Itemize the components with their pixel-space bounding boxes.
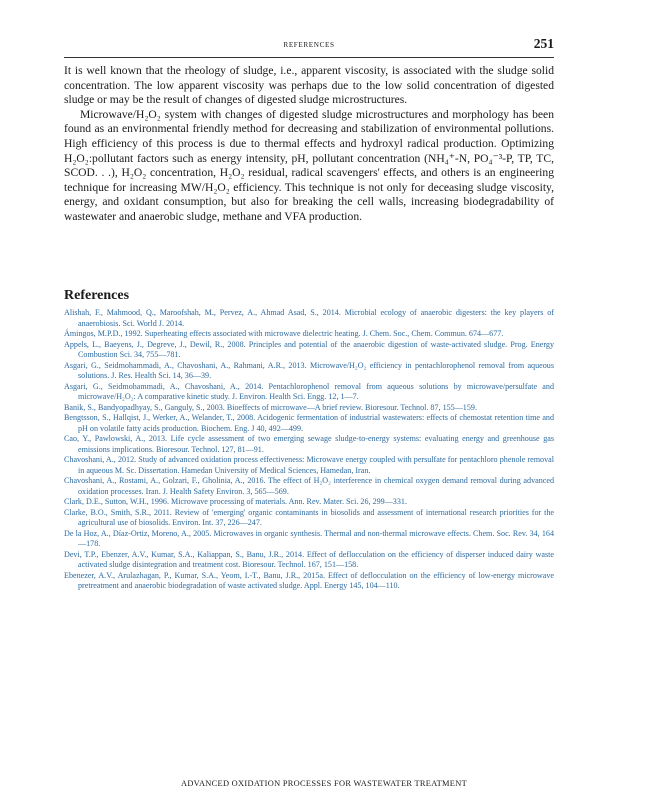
reference-item[interactable]: Appels, L., Baeyens, J., Degreve, J., Dewil, R., 2008. Principles and potential of the anaerobic digestion of waste-activated sludge. Prog. Energy Combustion Sci. 34, 755—781.	[64, 339, 554, 359]
reference-item[interactable]: Chavoshani, A., 2012. Study of advanced oxidation process effectiveness: Microwave energy coupled with persulfate for pentachloro phenole removal in aqueous M. Sc. Dissertation. Hamedan University of Medical Sciences, Hamedan, Iran.	[64, 455, 554, 475]
running-footer: ADVANCED OXIDATION PROCESSES FOR WASTEWATER TREATMENT	[180, 779, 467, 788]
reference-item[interactable]: Asgari, G., Seidmohammadi, A., Chavoshani, A., 2014. Pentachlorophenol removal from aqueous solutions by microwave/persulfate and microwave/H₂O₂: A comparative kinetic study. J. Environ. Health Sci. Engg. 12, 1—7.	[64, 381, 554, 401]
reference-item[interactable]: Ebenezer, A.V., Arulazhagan, P., Kumar, S.A., Yeom, I.-T., Banu, J.R., 2015a. Effect of deflocculation on the efficiency of low-energy microwave pretreatment and anaerobic biodegradation of waste activated sludge. Appl. Energy 145, 104—110.	[64, 570, 554, 590]
header-rule	[64, 57, 554, 58]
paragraph: Microwave/H₂O₂ system with changes of digested sludge microstructures and morphology has been found as an environmental friendly method for decreasing and stabilization of environmental pollutions. High efficiency of this process is due to thermal effects and hydroxyl radical production. Optimizing H₂O₂:pollutant factors such as energy intensity, pH, pollutant concentration (NH₄⁺-N, PO₄⁻³-P, TP, TC, SCOD. . .), H₂O₂ concentration, H₂O₂ residual, radical scavengers' effects, and others is an engineering technique for increasing MW/H₂O₂ efficiency. This technique is not only for deceasing sludge viscosity, energy, and oxidant consumption, but also for breaking the cell walls, increasing biodegradability of wastewater and anaerobic sludge, methane and VFA production.	[64, 107, 554, 223]
reference-list	[64, 308, 554, 592]
reference-item[interactable]: Clarke, B.O., Smith, S.R., 2011. Review of 'emerging' organic contaminants in biosolids and assessment of international research priorities for the agricultural use of biosolids. Environ. Int. 37, 226—247.	[64, 507, 554, 527]
body-text	[64, 64, 554, 225]
section-title: REFERENCES	[283, 41, 335, 49]
reference-item[interactable]: Banik, S., Bandyopadhyay, S., Ganguly, S., 2003. Bioeffects of microwave—A brief review. Bioresour. Technol. 87, 155—159.	[64, 402, 477, 412]
reference-item[interactable]: Bengtsson, S., Hallqist, J., Werker, A., Welander, T., 2008. Acidogenic fermentation of industrial wastewaters: effects of chemostat retention time and pH on volatile fatty acids production. Biochem. Eng. J 40, 492—499.	[64, 413, 554, 433]
reference-item[interactable]: Clark, D.E., Sutton, W.H., 1996. Microwave processing of materials. Ann. Rev. Mater. Sci. 26, 299—331.	[64, 497, 407, 506]
reference-item[interactable]: Devi, T.P., Ebenzer, A.V., Kumar, S.A., Kaliappan, S., Banu, J.R., 2014. Effect of deflocculation on the efficiency of disperser induced dairy waste activated sludge disintegration and treatment cost. Bioresour. Technol. 167, 151—158.	[64, 549, 554, 569]
reference-item[interactable]: Cao, Y., Pawlowski, A., 2013. Life cycle assessment of two emerging sewage sludge-to-energy systems: evaluating energy and greenhouse gas emissions implications. Bioresour. Technol. 127, 81—91.	[64, 434, 554, 454]
reference-item[interactable]: Asgari, G., Seidmohammadi, A., Chavoshani, A., Rahmani, A.R., 2013. Microwave/H₂O₂ efficiency in pentachlorophenol removal from aqueous solutions. J. Res. Health Sci. 14, 36—39.	[64, 360, 554, 380]
page-number: 251	[533, 36, 554, 51]
reference-item[interactable]: Alishah, F., Mahmood, Q., Maroofshah, M., Pervez, A., Ahmad Asad, S., 2014. Microbial ecology of anaerobic digesters: the key players of anaerobiosis. Sci. World J. 2014.	[64, 308, 554, 328]
reference-item[interactable]: Chavoshani, A., Rostami, A., Golzari, F., Gholinia, A., 2016. The effect of H₂O₂ interference in chemical oxygen demand removal during advanced oxidation processes. Iran. J. Health Safety Environ. 3, 565—569.	[64, 476, 554, 496]
reference-item[interactable]: Ámingos, M.P.D., 1992. Superheating effects associated with microwave dielectric heating. J. Chem. Soc., Chem. Commun. 674—677.	[64, 329, 504, 338]
references-heading: References	[64, 288, 130, 303]
running-header	[64, 36, 554, 52]
reference-item[interactable]: De la Hoz, A., Díaz-Ortiz, Moreno, A., 2005. Microwaves in organic synthesis. Thermal and non-thermal microwave effects. Chem. Soc. Rev. 34, 164—178.	[64, 528, 554, 548]
paragraph: It is well known that the rheology of sludge, i.e., apparent viscosity, is associated with the sludge solid concentration. The low apparent viscosity was perhaps due to the low solid concentration of digested sludge or may be the result of changes of digested sludge microstructures.	[64, 64, 554, 107]
